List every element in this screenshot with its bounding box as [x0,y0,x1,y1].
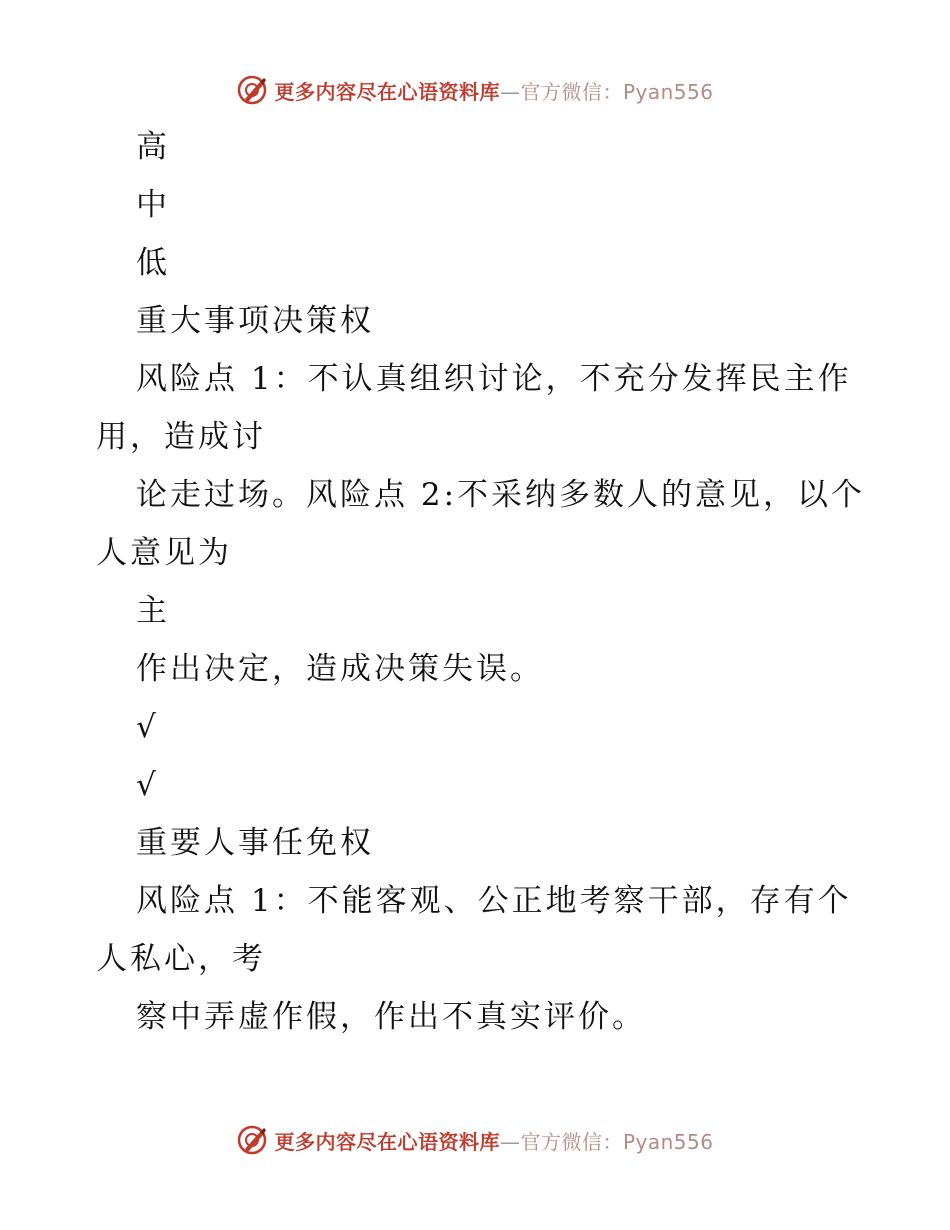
risk-point-paragraph: 风险点 1：不认真组织讨论，不充分发挥民主作用，造成讨 [96,361,852,455]
footer-banner-text [274,1126,713,1155]
text-line: 作出决定，造成决策失误。 [136,651,544,687]
pen-logo-icon [236,1124,268,1156]
footer-banner-dash: — [499,1129,521,1154]
document-body [96,118,866,1046]
level-high: 高 [136,129,170,165]
header-banner-text [274,76,713,105]
section-heading-personnel-appointment: 重要人事任免权 [136,825,374,861]
level-medium: 中 [136,187,170,223]
header-banner-lead: 更多内容尽在心语资料库 [274,79,500,104]
footer-watermark-banner [0,1120,950,1160]
risk-point-paragraph: 风险点 1：不能客观、公正地考察干部，存有个人私心，考 [96,883,852,977]
section-heading-major-decisions: 重大事项决策权 [136,303,374,339]
pen-logo-icon [236,74,268,106]
checkmark-icon: √ [136,709,159,745]
header-banner-dash: — [499,79,521,104]
header-banner-tail: 官方微信：Pyan556 [520,79,714,104]
footer-banner-lead: 更多内容尽在心语资料库 [274,1129,500,1154]
checkmark-icon: √ [136,767,159,803]
text-line: 察中弄虚作假，作出不真实评价。 [136,999,646,1035]
level-low: 低 [136,245,170,281]
footer-banner-tail: 官方微信：Pyan556 [520,1129,714,1154]
text-line: 主 [136,593,170,629]
risk-point-paragraph: 论走过场。风险点 2:不采纳多数人的意见，以个人意见为 [96,477,866,571]
header-watermark-banner [0,70,950,110]
